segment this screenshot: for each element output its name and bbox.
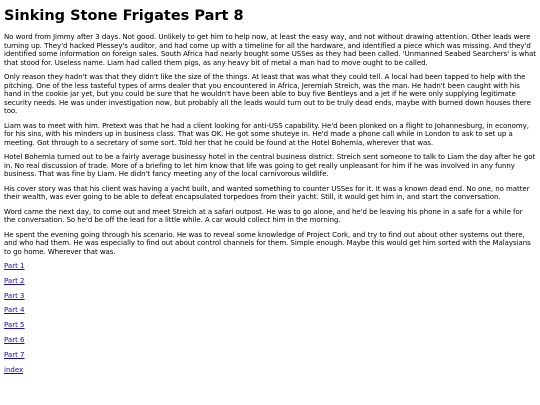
link-part-6[interactable]: Part 6 <box>4 335 25 344</box>
story-paragraph: Only reason they hadn't was that they didn't like the size of the things. At least that was what they could tell. A local had been tapped to help with the pitching. One of the less tasteful types of arms dealer that you encountered in Africa, Jeremiah Streich, was the man. He hadn't been caught with his hand in the cookie jar yet, but you could be sure that he wouldn't have been able to buy five Bentleys and a jet if he were only supplying legitimate security needs. He was under investigation now, but probably all the leads would turn out to be truly dead ends, maybe with burned down houses there too. <box>4 73 531 115</box>
link-part-2[interactable]: Part 2 <box>4 276 25 285</box>
story-paragraph: Word came the next day, to come out and meet Streich at a safari outpost. He was to go alone, and he'd be leaving his phone in a safe for a while for the conversation. So he'd be off the lead for a little while. A car would collect him in the morning. <box>4 207 523 224</box>
story-body <box>4 33 536 256</box>
link-part-4[interactable]: Part 4 <box>4 306 25 315</box>
story-paragraph: No word from Jimmy after 3 days. Not good. Unlikely to get him to help now, at least the easy way, and not without drawing attention. Other leads were turning up. They'd hacked Plessey's auditor, and had come up with a timeline for all the hardware, and identified a piece which was missing. And they'd identified some information on foreign sales. South Africa had nearly bought some USSes as they had been called. 'Unmanned Seabed Searchers' is what that stood for. Useless name. Liam had called them pigs, as any heavy bit of metal a man had to move ought to be called. <box>4 33 536 67</box>
part-links <box>4 262 536 374</box>
story-paragraph: He spent the evening going through his scenario. He was to reveal some knowledge of Project Cork, and try to find out about other systems out there, and who had them. He was especially to find out about control channels for them. Simple enough. Maybe this would get him sorted with the Malaysians to go home. Wherever that was. <box>4 230 531 256</box>
link-part-3[interactable]: Part 3 <box>4 291 25 300</box>
link-part-5[interactable]: Part 5 <box>4 321 25 330</box>
link-index[interactable]: index <box>4 365 24 374</box>
story-paragraph: Liam was to meet with him. Pretext was that he had a client looking for anti-USS capability. He'd been plonked on a flight to Johannesburg, in economy, for his sins, with his minders up in business class. That was OK. He got some shuteye in. He'd made a phone call while in London to ask to set up a meeting. Got through to a secretary of some sort. Told her that he could be found at the Hotel Bohemia, wherever that was. <box>4 121 529 147</box>
story-paragraph: Hotel Bohemia turned out to be a fairly average businessy hotel in the central business district. Streich sent someone to talk to Liam the day after he got in. No real discussion of trade. More of a briefing to let him know that life was going to get really unpleasant for him if he was involved in any funny business. That was fine by Liam. He didn't fancy meeting any of the local carnivorous wildlife. <box>4 153 536 178</box>
page-title: Sinking Stone Frigates Part 8 <box>4 8 244 24</box>
link-part-7[interactable]: Part 7 <box>4 350 25 359</box>
story-paragraph: His cover story was that his client was having a yacht built, and wanted something to counter USSes for it. It was a known dead end. No one, no matter their wealth, was ever going to be able to defeat encapsulated torpedoes from their yacht. Still, it would get him in, and start the conversation. <box>4 184 530 201</box>
link-part-1[interactable]: Part 1 <box>4 262 25 270</box>
